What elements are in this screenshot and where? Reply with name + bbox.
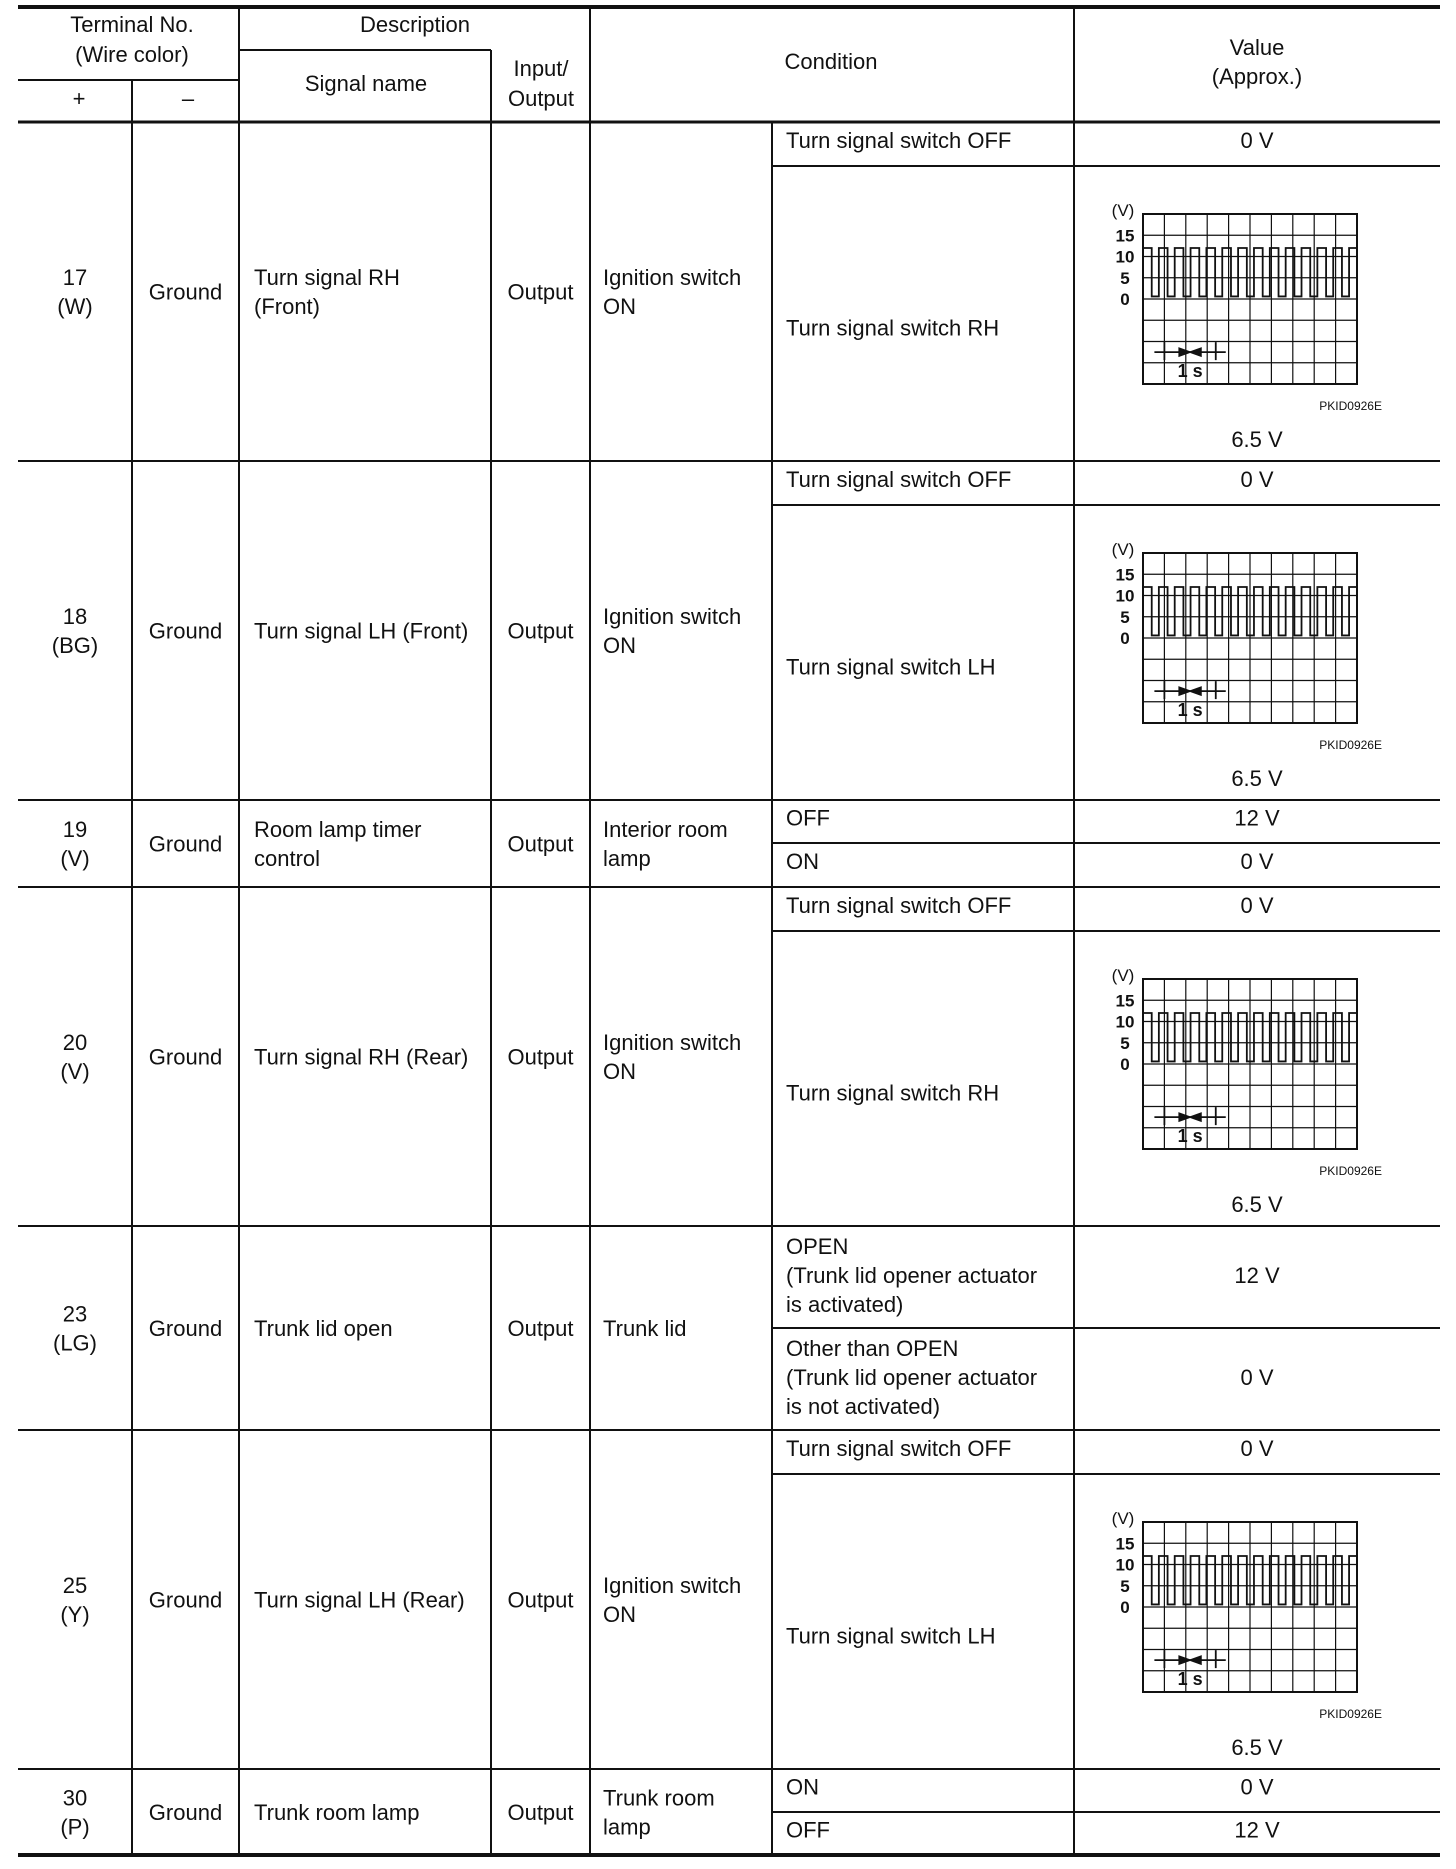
io-type: Output (507, 1044, 574, 1070)
terminal-number: 30 (62, 1785, 88, 1811)
terminal-number: (LG) (53, 1330, 97, 1356)
value-text: 6.5 V (1231, 1735, 1283, 1760)
signal-name: Trunk lid open (254, 1316, 393, 1341)
header-signal-name: Signal name (304, 71, 428, 96)
signal-name: Turn signal RH (254, 265, 400, 290)
io-type: Output (507, 831, 574, 857)
waveform-y-tick-label: 15 (1115, 565, 1135, 585)
value-text: 6.5 V (1231, 1192, 1283, 1217)
turn-signal-waveform (1112, 201, 1382, 413)
waveform-unit-label: (V) (1111, 966, 1135, 985)
condition-main: Ignition switch (603, 1030, 742, 1055)
terminal-number: 23 (62, 1301, 88, 1327)
header-terminal-no: Terminal No. (70, 12, 194, 37)
condition-main: Interior room (603, 817, 728, 842)
value-text: 12 V (1234, 1263, 1280, 1288)
condition-main: ON (603, 1059, 636, 1084)
waveform-unit-label: (V) (1111, 1509, 1135, 1528)
condition-sub: Turn signal switch OFF (786, 128, 1012, 153)
condition-main: ON (603, 1602, 636, 1627)
condition-sub: Turn signal switch OFF (786, 893, 1012, 918)
signal-name: control (254, 846, 321, 871)
waveform-y-tick-label: 0 (1120, 1598, 1130, 1617)
waveform-grid (1143, 553, 1357, 723)
condition-main: Ignition switch (603, 265, 742, 290)
condition-sub: Turn signal switch OFF (786, 467, 1012, 492)
condition-sub: Turn signal switch LH (786, 1623, 996, 1649)
figure-id: PKID0926E (1319, 399, 1382, 413)
waveform-y-tick-label: 0 (1120, 629, 1130, 648)
terminal-number: (BG) (51, 633, 99, 658)
condition-main: ON (603, 294, 636, 319)
waveform-y-tick-label: 5 (1120, 1576, 1130, 1596)
signal-name: Turn signal RH (Rear) (254, 1044, 469, 1070)
condition-main: ON (603, 633, 636, 658)
header-minus: – (181, 86, 195, 111)
signal-name: Trunk room lamp (254, 1800, 420, 1825)
condition-main: Trunk room (603, 1785, 715, 1811)
waveform-y-tick-label: 15 (1115, 226, 1135, 246)
time-bracket-arrow (1188, 1655, 1202, 1665)
turn-signal-waveform (1112, 1509, 1382, 1721)
turn-signal-waveform (1112, 540, 1382, 752)
terminal-number: 25 (62, 1573, 88, 1598)
terminal-number: (W) (57, 294, 93, 319)
condition-sub: is not activated) (786, 1394, 941, 1419)
time-bracket-arrow (1188, 1112, 1202, 1122)
condition-sub: OFF (786, 805, 830, 831)
value-text: 12 V (1234, 1817, 1280, 1843)
header-io-line2: Output (507, 86, 575, 111)
ground-label: Ground (148, 1316, 223, 1341)
time-label: 1 s (1177, 1669, 1203, 1690)
waveform-grid (1143, 214, 1357, 384)
condition-main: Trunk lid (603, 1316, 687, 1341)
value-text: 6.5 V (1231, 427, 1283, 452)
terminal-number: (Y) (60, 1602, 90, 1627)
value-text: 12 V (1234, 805, 1280, 831)
waveform-y-tick-label: 5 (1120, 607, 1130, 627)
ground-label: Ground (148, 1800, 223, 1825)
condition-sub: OFF (786, 1817, 830, 1843)
signal-name: (Front) (254, 294, 320, 319)
turn-signal-waveform (1112, 966, 1382, 1178)
value-text: 0 V (1240, 1365, 1274, 1390)
condition-sub: Turn signal switch LH (786, 654, 996, 680)
time-bracket-arrow (1188, 347, 1202, 357)
header-io-line1: Input/ (513, 56, 569, 81)
condition-sub: OPEN (786, 1234, 849, 1259)
terminal-number: 20 (62, 1030, 88, 1055)
value-text: 0 V (1240, 1436, 1274, 1461)
terminal-number: (V) (60, 1059, 90, 1084)
terminal-number: 18 (62, 604, 88, 629)
figure-id: PKID0926E (1319, 1707, 1382, 1721)
waveform-y-tick-label: 10 (1115, 586, 1135, 606)
value-text: 0 V (1240, 893, 1274, 918)
condition-sub: Turn signal switch OFF (786, 1436, 1012, 1461)
condition-main: Ignition switch (603, 604, 742, 629)
figure-id: PKID0926E (1319, 1164, 1382, 1178)
value-text: 0 V (1240, 128, 1274, 153)
time-label: 1 s (1177, 700, 1203, 721)
header-value-line2: (Approx.) (1211, 64, 1303, 89)
waveform-y-tick-label: 5 (1120, 268, 1130, 288)
waveform-grid (1143, 979, 1357, 1149)
ground-label: Ground (148, 618, 223, 644)
signal-name: Turn signal LH (Front) (254, 618, 469, 644)
header-value-line1: Value (1229, 35, 1285, 60)
header-plus: + (72, 86, 86, 111)
waveform-unit-label: (V) (1111, 201, 1135, 220)
value-text: 0 V (1240, 1774, 1274, 1800)
time-label: 1 s (1177, 1126, 1203, 1147)
condition-sub: is activated) (786, 1292, 904, 1317)
figure-id: PKID0926E (1319, 738, 1382, 752)
terminal-number: 17 (62, 265, 88, 290)
waveform-grid (1143, 1522, 1357, 1692)
condition-main: lamp (603, 846, 651, 871)
waveform-y-tick-label: 15 (1115, 991, 1135, 1011)
waveform-y-tick-label: 10 (1115, 1012, 1135, 1032)
signal-name: Turn signal LH (Rear) (254, 1587, 465, 1613)
ground-label: Ground (148, 831, 223, 857)
condition-main: Ignition switch (603, 1573, 742, 1598)
waveform-y-tick-label: 10 (1115, 247, 1135, 267)
header-description: Description (359, 12, 471, 37)
condition-sub: ON (786, 1774, 819, 1800)
condition-sub: Turn signal switch RH (786, 315, 1000, 341)
waveform-y-tick-label: 0 (1120, 1055, 1130, 1074)
condition-sub: Turn signal switch RH (786, 1080, 1000, 1106)
condition-sub: (Trunk lid opener actuator (786, 1263, 1038, 1288)
io-type: Output (507, 618, 574, 644)
signal-name: Room lamp timer (254, 817, 422, 842)
condition-sub: (Trunk lid opener actuator (786, 1365, 1038, 1390)
header-condition: Condition (784, 49, 878, 74)
waveform-unit-label: (V) (1111, 540, 1135, 559)
ground-label: Ground (148, 1044, 223, 1070)
io-type: Output (507, 1587, 574, 1613)
condition-sub: ON (786, 849, 819, 874)
ground-label: Ground (148, 1587, 223, 1613)
value-text: 0 V (1240, 467, 1274, 492)
time-label: 1 s (1177, 361, 1203, 382)
condition-sub: Other than OPEN (786, 1336, 959, 1361)
condition-main: lamp (603, 1814, 651, 1840)
waveform-y-tick-label: 15 (1115, 1534, 1135, 1554)
io-type: Output (507, 1800, 574, 1825)
header-wire-color: (Wire color) (75, 42, 189, 67)
terminal-number: (P) (60, 1814, 90, 1840)
waveform-y-tick-label: 0 (1120, 290, 1130, 309)
value-text: 6.5 V (1231, 766, 1283, 791)
terminal-number: 19 (62, 817, 88, 842)
value-text: 0 V (1240, 849, 1274, 874)
terminal-number: (V) (60, 846, 90, 871)
waveform-y-tick-label: 10 (1115, 1555, 1135, 1575)
ground-label: Ground (148, 279, 223, 305)
io-type: Output (507, 1316, 574, 1341)
io-type: Output (507, 279, 574, 305)
waveform-y-tick-label: 5 (1120, 1033, 1130, 1053)
time-bracket-arrow (1188, 686, 1202, 696)
